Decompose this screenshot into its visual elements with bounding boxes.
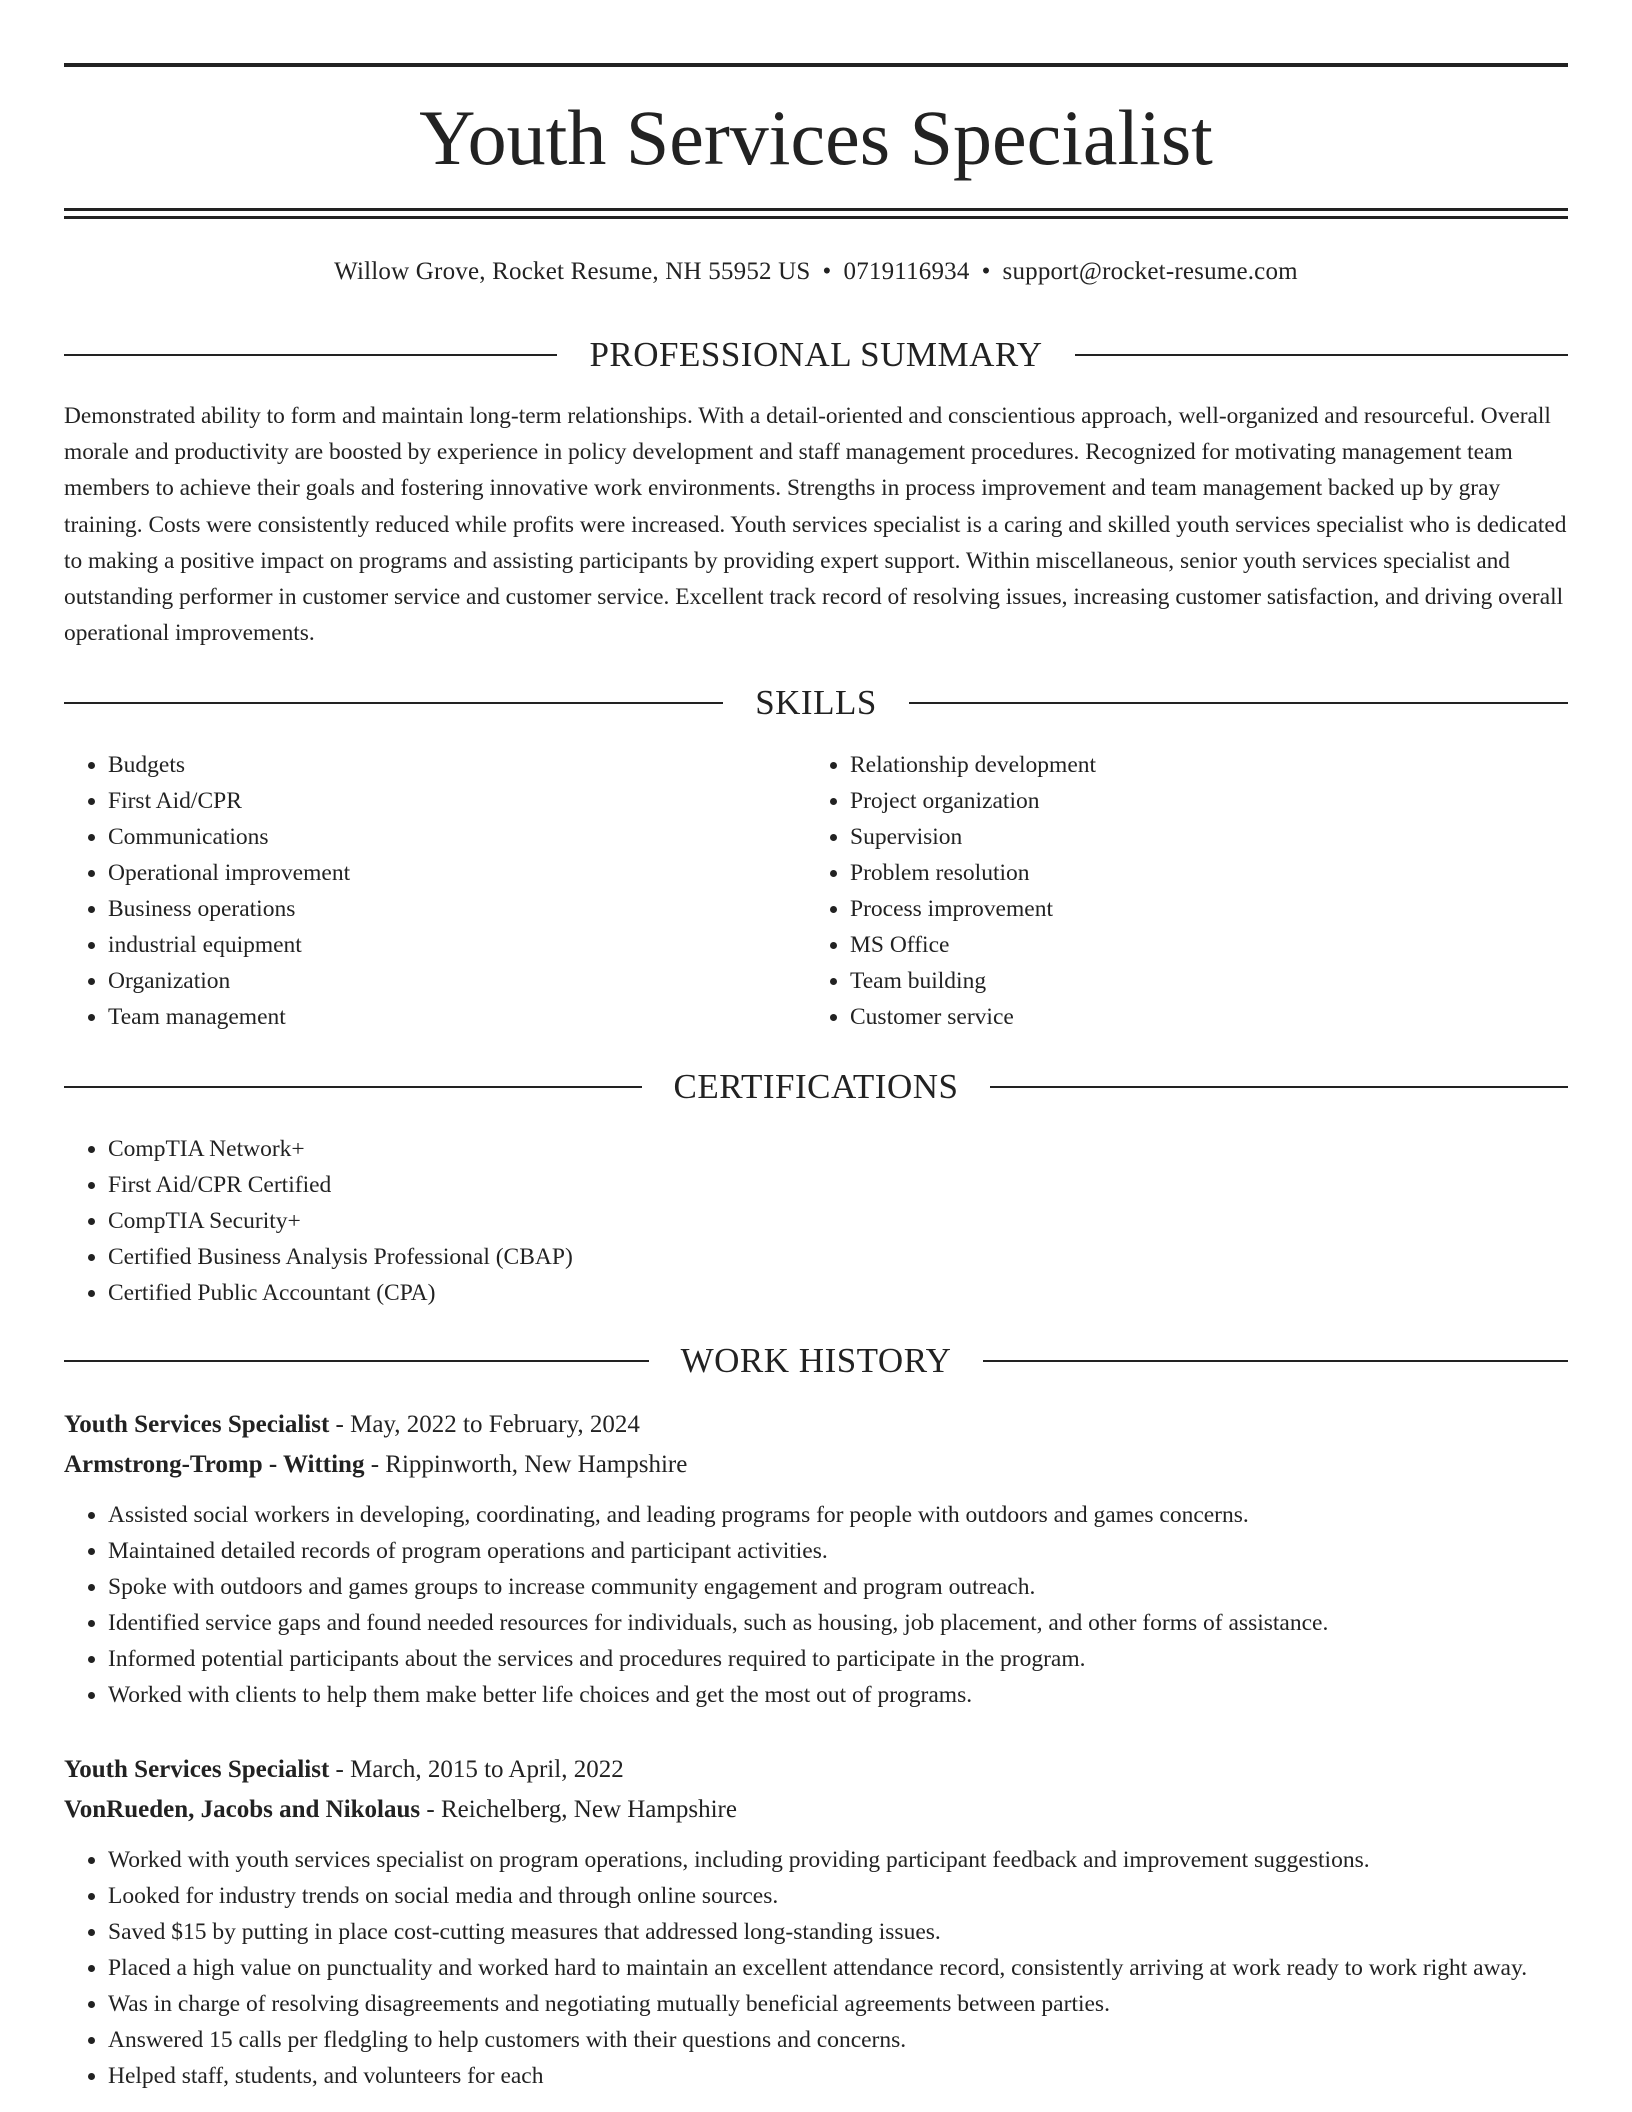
job-duties [64, 1842, 1568, 2094]
skill-item: • Business operations [108, 891, 806, 927]
resume-title: Youth Services Specialist [419, 94, 1213, 181]
contact-address: Willow Grove, Rocket Resume, NH 55952 US [334, 258, 811, 285]
contact-email: support@rocket-resume.com [1002, 258, 1298, 285]
job-duty: • Answered 15 calls per fledgling to help customers with their questions and concerns. [108, 2022, 1568, 2058]
work-history-section-heading [64, 1338, 1568, 1384]
job-company: Armstrong-Tromp - Witting [64, 1451, 365, 1478]
heading-rule [1075, 354, 1568, 356]
skill-item: • Process improvement [850, 891, 1548, 927]
skill-item: • Operational improvement [108, 855, 806, 891]
job-title-line [64, 1750, 1568, 1790]
skill-item: • MS Office [850, 927, 1548, 963]
skill-item: • industrial equipment [108, 927, 806, 963]
skill-item: • Customer service [850, 999, 1548, 1035]
certification-item: • Certified Public Accountant (CPA) [108, 1275, 1568, 1311]
job-duty: • Worked with youth services specialist on program operations, including providing participant feedback and improvement suggestions. [108, 1842, 1568, 1878]
skill-item: • Organization [108, 963, 806, 999]
skills-column-right [806, 747, 1548, 1035]
heading-rule [64, 1086, 642, 1088]
job-entry [64, 1405, 1568, 1713]
skill-item: • Team management [108, 999, 806, 1035]
certification-item: • CompTIA Security+ [108, 1203, 1568, 1239]
heading-rule [909, 702, 1568, 704]
certification-item: • Certified Business Analysis Professional (CBAP) [108, 1239, 1568, 1275]
certifications-list [64, 1131, 1568, 1311]
job-duty: • Helped staff, students, and volunteers for each [108, 2058, 1568, 2094]
job-duty: • Assisted social workers in developing, coordinating, and leading programs for people with outdoors and games concerns. [108, 1497, 1568, 1533]
job-duty: • Was in charge of resolving disagreements and negotiating mutually beneficial agreements between parties. [108, 1986, 1568, 2022]
job-duties [64, 1497, 1568, 1713]
skill-item: • Problem resolution [850, 855, 1548, 891]
job-dates: May, 2022 to February, 2024 [350, 1411, 640, 1438]
contact-phone: 0719116934 [843, 258, 970, 285]
certification-item: • First Aid/CPR Certified [108, 1167, 1568, 1203]
skills-column-left [64, 747, 806, 1035]
skill-item: • Team building [850, 963, 1548, 999]
top-rule [64, 63, 1568, 67]
job-location: Reichelberg, New Hampshire [440, 1796, 737, 1823]
job-title-line [64, 1405, 1568, 1445]
skill-item: • First Aid/CPR [108, 783, 806, 819]
contact-line [64, 252, 1568, 292]
heading-rule [64, 1360, 649, 1362]
certifications-heading-label: CERTIFICATIONS [673, 1067, 959, 1106]
job-duty: • Informed potential participants about the services and procedures required to participate in the program. [108, 1641, 1568, 1677]
skills-section-heading [64, 680, 1568, 726]
skill-item: • Communications [108, 819, 806, 855]
contact-separator: • [981, 258, 991, 285]
work-history-heading-label: WORK HISTORY [680, 1341, 952, 1380]
job-dash: - [370, 1451, 380, 1478]
heading-rule [990, 1086, 1568, 1088]
job-company: VonRueden, Jacobs and Nikolaus [64, 1796, 421, 1823]
job-entry [64, 1750, 1568, 2094]
job-dates: March, 2015 to April, 2022 [350, 1756, 624, 1783]
job-title: Youth Services Specialist [64, 1756, 330, 1783]
summary-heading-label: PROFESSIONAL SUMMARY [589, 335, 1043, 374]
summary-section-heading [64, 332, 1568, 378]
job-title: Youth Services Specialist [64, 1411, 330, 1438]
job-duty: • Saved $15 by putting in place cost-cutting measures that addressed long-standing issues. [108, 1914, 1568, 1950]
title-rule-lower [64, 216, 1568, 219]
job-company-line [64, 1445, 1568, 1485]
job-duty: • Looked for industry trends on social media and through online sources. [108, 1878, 1568, 1914]
summary-text: Demonstrated ability to form and maintain long-term relationships. With a detail-oriented and conscientious approach, well-organized and resourceful. Overall morale and productivity are boosted by experience in policy development and staff management procedures. Recognized for motivating management team members to achieve their goals and fostering innovative work environments. Strengths in process improvement and team management backed up by gray training. Costs were consistently reduced while profits were increased. Youth services specialist is a caring and skilled youth services specialist who is dedicated to making a positive impact on programs and assisting participants by providing expert support. Within miscellaneous, senior youth services specialist and outstanding performer in customer service and customer service. Excellent track record of resolving issues, increasing customer satisfaction, and driving overall operational improvements. [64, 403, 1567, 647]
skills-heading-label: SKILLS [755, 683, 877, 722]
title-rule-upper [64, 208, 1568, 211]
job-dash: - [335, 1411, 344, 1438]
skill-item: • Budgets [108, 747, 806, 783]
job-duty: • Worked with clients to help them make better life choices and get the most out of programs. [108, 1677, 1568, 1713]
skill-item: • Project organization [850, 783, 1548, 819]
certifications-section-heading [64, 1064, 1568, 1110]
job-duty: • Spoke with outdoors and games groups to increase community engagement and program outreach. [108, 1569, 1568, 1605]
job-duty: • Identified service gaps and found needed resources for individuals, such as housing, job placement, and other forms of assistance. [108, 1605, 1568, 1641]
job-location: Rippinworth, New Hampshire [385, 1451, 688, 1478]
skill-item: • Supervision [850, 819, 1548, 855]
job-dash: - [426, 1796, 435, 1823]
certification-item: • CompTIA Network+ [108, 1131, 1568, 1167]
skill-item: • Relationship development [850, 747, 1548, 783]
job-duty: • Placed a high value on punctuality and worked hard to maintain an excellent attendance record, consistently arriving at work ready to work right away. [108, 1950, 1568, 1986]
heading-rule [983, 1360, 1568, 1362]
job-dash: - [335, 1756, 344, 1783]
skills-list [64, 747, 1568, 1035]
heading-rule [64, 702, 723, 704]
job-duty: • Maintained detailed records of program operations and participant activities. [108, 1533, 1568, 1569]
heading-rule [64, 354, 557, 356]
contact-separator: • [822, 258, 832, 285]
job-company-line [64, 1790, 1568, 1830]
